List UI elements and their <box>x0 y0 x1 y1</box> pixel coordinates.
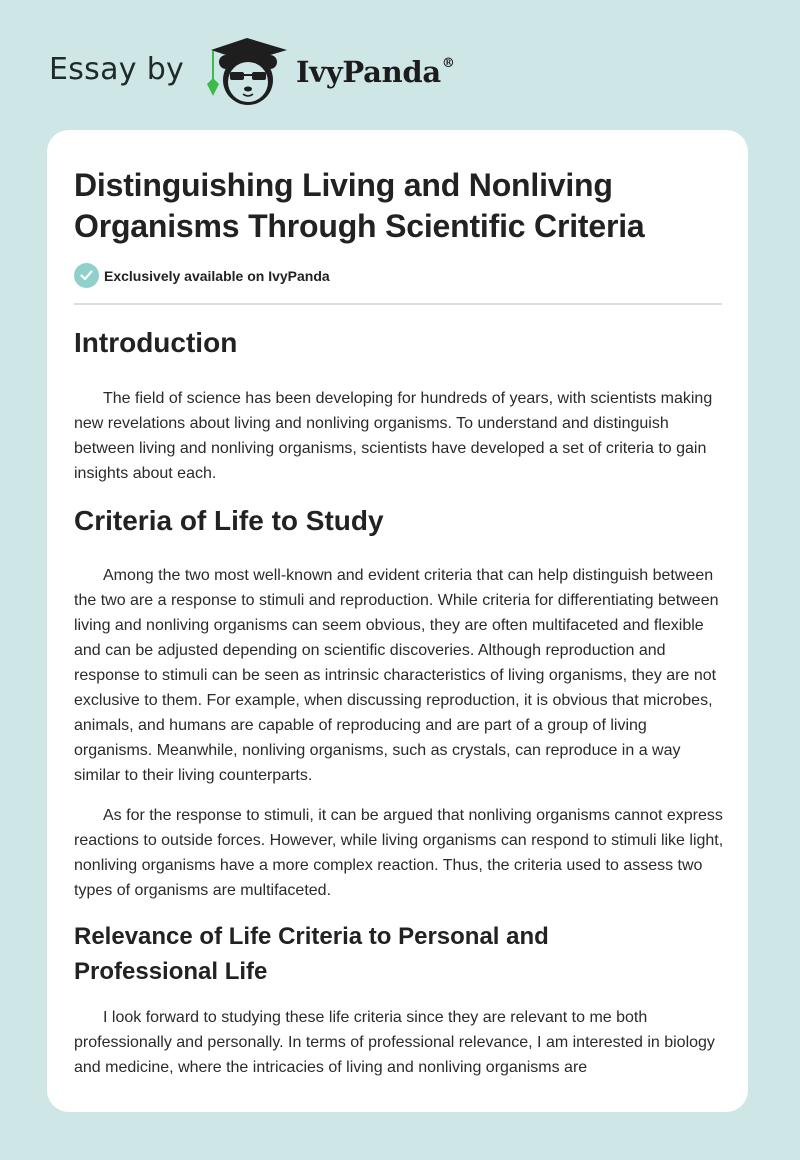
section-heading-criteria: Criteria of Life to Study <box>74 505 384 536</box>
essay-title: Distinguishing Living and Nonliving Organisms Through Scientific Criteria <box>74 167 645 244</box>
site-header <box>0 0 800 130</box>
paragraph: I look forward to studying these life criteria since they are relevant to me both professionally and personally. In terms of professional relevance, I am interested in biology and medicine, where the intricacies of living and nonliving organisms are <box>74 1009 715 1076</box>
exclusive-badge <box>74 263 330 288</box>
brand-text: IvyPanda <box>296 55 441 89</box>
section-heading-introduction: Introduction <box>74 327 238 358</box>
check-circle-icon <box>74 263 99 288</box>
paragraph: As for the response to stimuli, it can be argued that nonliving organisms cannot express reactions to outside forces. However, while living organisms can respond to stimuli like light, nonliving organisms have a more complex reaction. Thus, the criteria used to assess two types of organisms are multifaceted. <box>74 807 724 899</box>
paragraph: Among the two most well-known and evident criteria that can help distinguish between the two are a response to stimuli and reproduction. While criteria for differentiating between living and nonliving organisms can seem obvious, they are often multifaceted and flexible and can be adjusted depending on scientific discoveries. Although reproduction and response to stimuli can be seen as intrinsic characteristics of living organisms, they are not exclusive to them. For example, when discussing reproduction, it is obvious that microbes, animals, and humans are capable of reproducing and are part of a group of living organisms. Meanwhile, nonliving organisms, such as crystals, can reproduce in a way similar to their living counterparts. <box>74 567 719 784</box>
paragraph: The field of science has been developing for hundreds of years, with scientists making new revelations about living and nonliving organisms. To understand and distinguish between living and nonliving organisms, scientists have developed a set of criteria to gain insights about each. <box>74 390 713 482</box>
divider <box>74 303 722 305</box>
essay-card <box>47 130 748 1112</box>
registered-mark: ® <box>441 56 455 72</box>
badge-text: Exclusively available on IvyPanda <box>104 267 330 284</box>
essay-by-label: Essay by <box>49 52 185 87</box>
brand-name[interactable] <box>296 55 455 89</box>
ivypanda-logo-icon[interactable] <box>203 36 291 108</box>
section-heading-relevance: Relevance of Life Criteria to Personal and Professional Life <box>74 923 549 985</box>
